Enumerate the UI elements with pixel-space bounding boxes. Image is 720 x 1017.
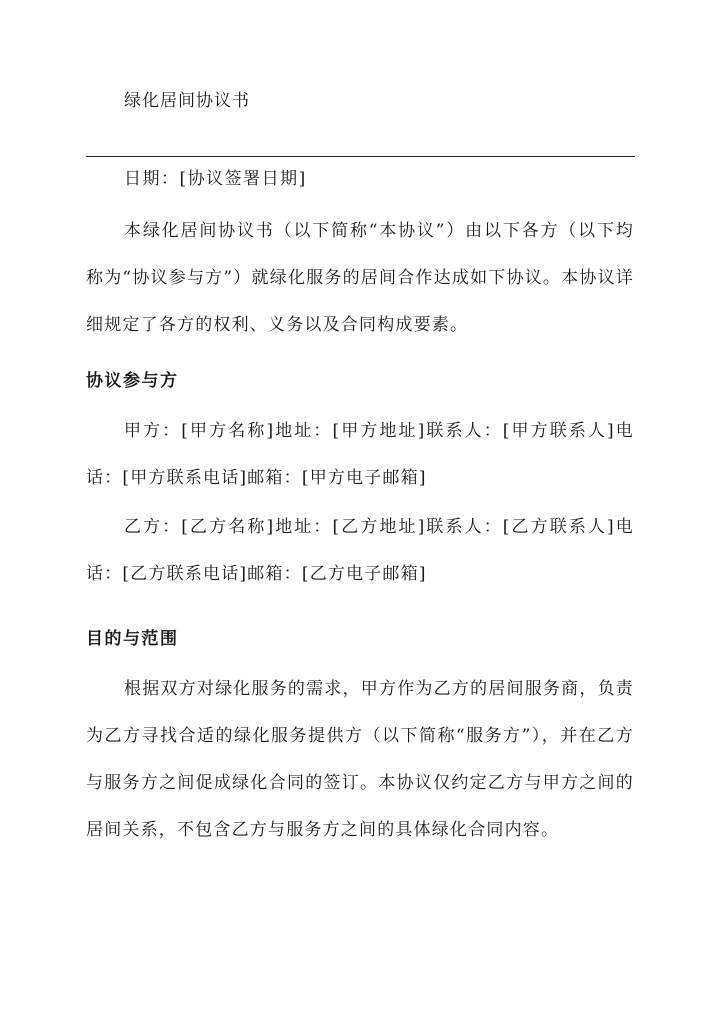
party-a-paragraph: 甲方：[甲方名称]地址：[甲方地址]联系人：[甲方联系人]电话：[甲方联系电话]邮箱：[甲方电子邮箱] — [86, 421, 634, 488]
section-heading-parties: 协议参与方 — [86, 371, 179, 391]
intro-paragraph: 本绿化居间协议书（以下简称“本协议”）由以下各方（以下均称为“协议参与方”）就绿化服务的居间合作达成如下协议。本协议详细规定了各方的权利、义务以及合同构成要素。 — [86, 221, 634, 335]
section-heading-purpose: 目的与范围 — [86, 629, 179, 649]
party-b-paragraph: 乙方：[乙方名称]地址：[乙方地址]联系人：[乙方联系人]电话：[乙方联系电话]邮箱：[乙方电子邮箱] — [86, 517, 634, 584]
purpose-paragraph: 根据双方对绿化服务的需求，甲方作为乙方的居间服务商，负责为乙方寻找合适的绿化服务提供方（以下简称“服务方”），并在乙方与服务方之间促成绿化合同的签订。本协议仅约定乙方与甲方之间的居间关系，不包含乙方与服务方之间的具体绿化合同内容。 — [86, 679, 634, 840]
header-divider — [86, 156, 635, 157]
document-title: 绿化居间协议书 — [124, 91, 250, 111]
date-line: 日期：[协议签署日期] — [124, 169, 307, 189]
